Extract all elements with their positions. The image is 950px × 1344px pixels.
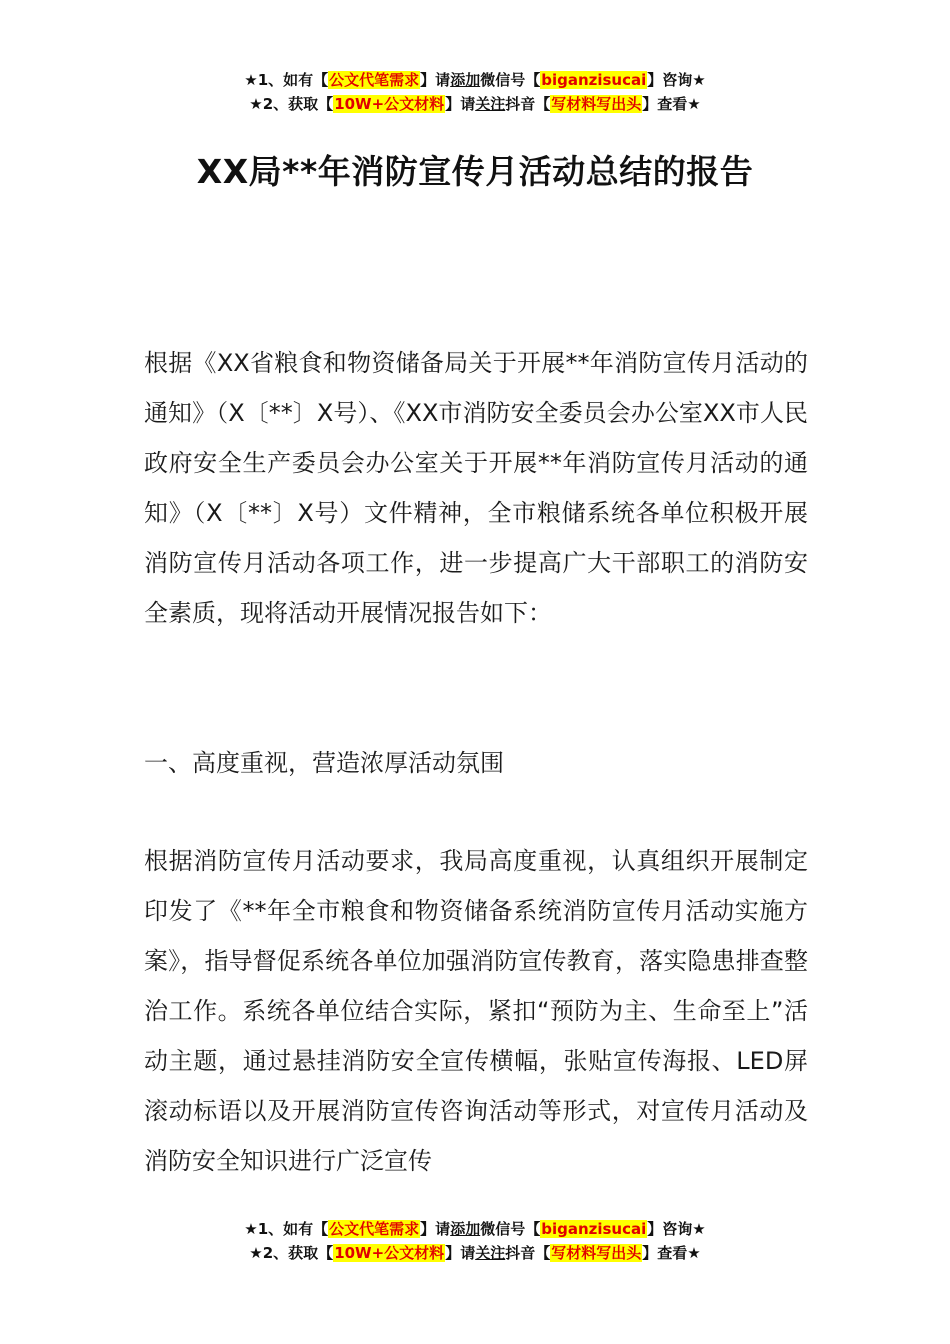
body-paragraph-2 [144, 836, 808, 1186]
douyin-id-highlight: 写材料写出头 [551, 1244, 642, 1262]
document-title: XX局**年消防宣传月活动总结的报告 [196, 152, 754, 191]
promo-highlight: 公文代笔需求 [329, 71, 420, 89]
paragraph-text: 根据消防宣传月活动要求，我局高度重视，认真组织开展制定印发了《**年全市粮食和物资储备系统消防宣传月活动实施方案》，指导督促系统各单位加强消防宣传教育，落实隐患排查整治工作。系统各单位结合实际，紧扣“预防为主、生命至上”活动主题，通过悬挂消防安全宣传横幅，张贴宣传海报、LED屏滚动标语以及开展消防宣传咨询活动等形式，对宣传月活动及消防安全知识进行广泛宣传 [144, 847, 808, 1175]
promo-line-2: ★2、获取【10W+公文材料】请关注抖音【写材料写出头】查看★ [249, 95, 701, 113]
wechat-id-highlight: biganzisucai [541, 71, 647, 89]
paragraph-text: 根据《XX省粮食和物资储备局关于开展**年消防宣传月活动的通知》（X〔**〕X号）、《XX市消防安全委员会办公室XX市人民政府安全生产委员会办公室关于开展**年消防宣传月活动的通知》（X〔**〕X号）文件精神，全市粮储系统各单位积极开展消防宣传月活动各项工作，进一步提高广大干部职工的消防安全素质，现将活动开展情况报告如下： [144, 349, 808, 627]
bottom-promo-banner [0, 1217, 950, 1265]
promo-highlight: 10W+公文材料 [334, 1244, 445, 1262]
wechat-id-highlight: biganzisucai [541, 1220, 647, 1238]
douyin-id-highlight: 写材料写出头 [551, 95, 642, 113]
promo-line-1: ★1、如有【公文代笔需求】请添加微信号【biganzisucai】咨询★ [244, 1220, 706, 1238]
promo-highlight: 公文代笔需求 [329, 1220, 420, 1238]
promo-highlight: 10W+公文材料 [334, 95, 445, 113]
promo-line-2: ★2、获取【10W+公文材料】请关注抖音【写材料写出头】查看★ [249, 1244, 701, 1262]
heading-text: 一、高度重视，营造浓厚活动氛围 [144, 749, 504, 777]
promo-line-1: ★1、如有【公文代笔需求】请添加微信号【biganzisucai】咨询★ [244, 71, 706, 89]
section-heading-1 [144, 738, 808, 788]
body-paragraph-1 [144, 338, 808, 638]
top-promo-banner [0, 68, 950, 116]
